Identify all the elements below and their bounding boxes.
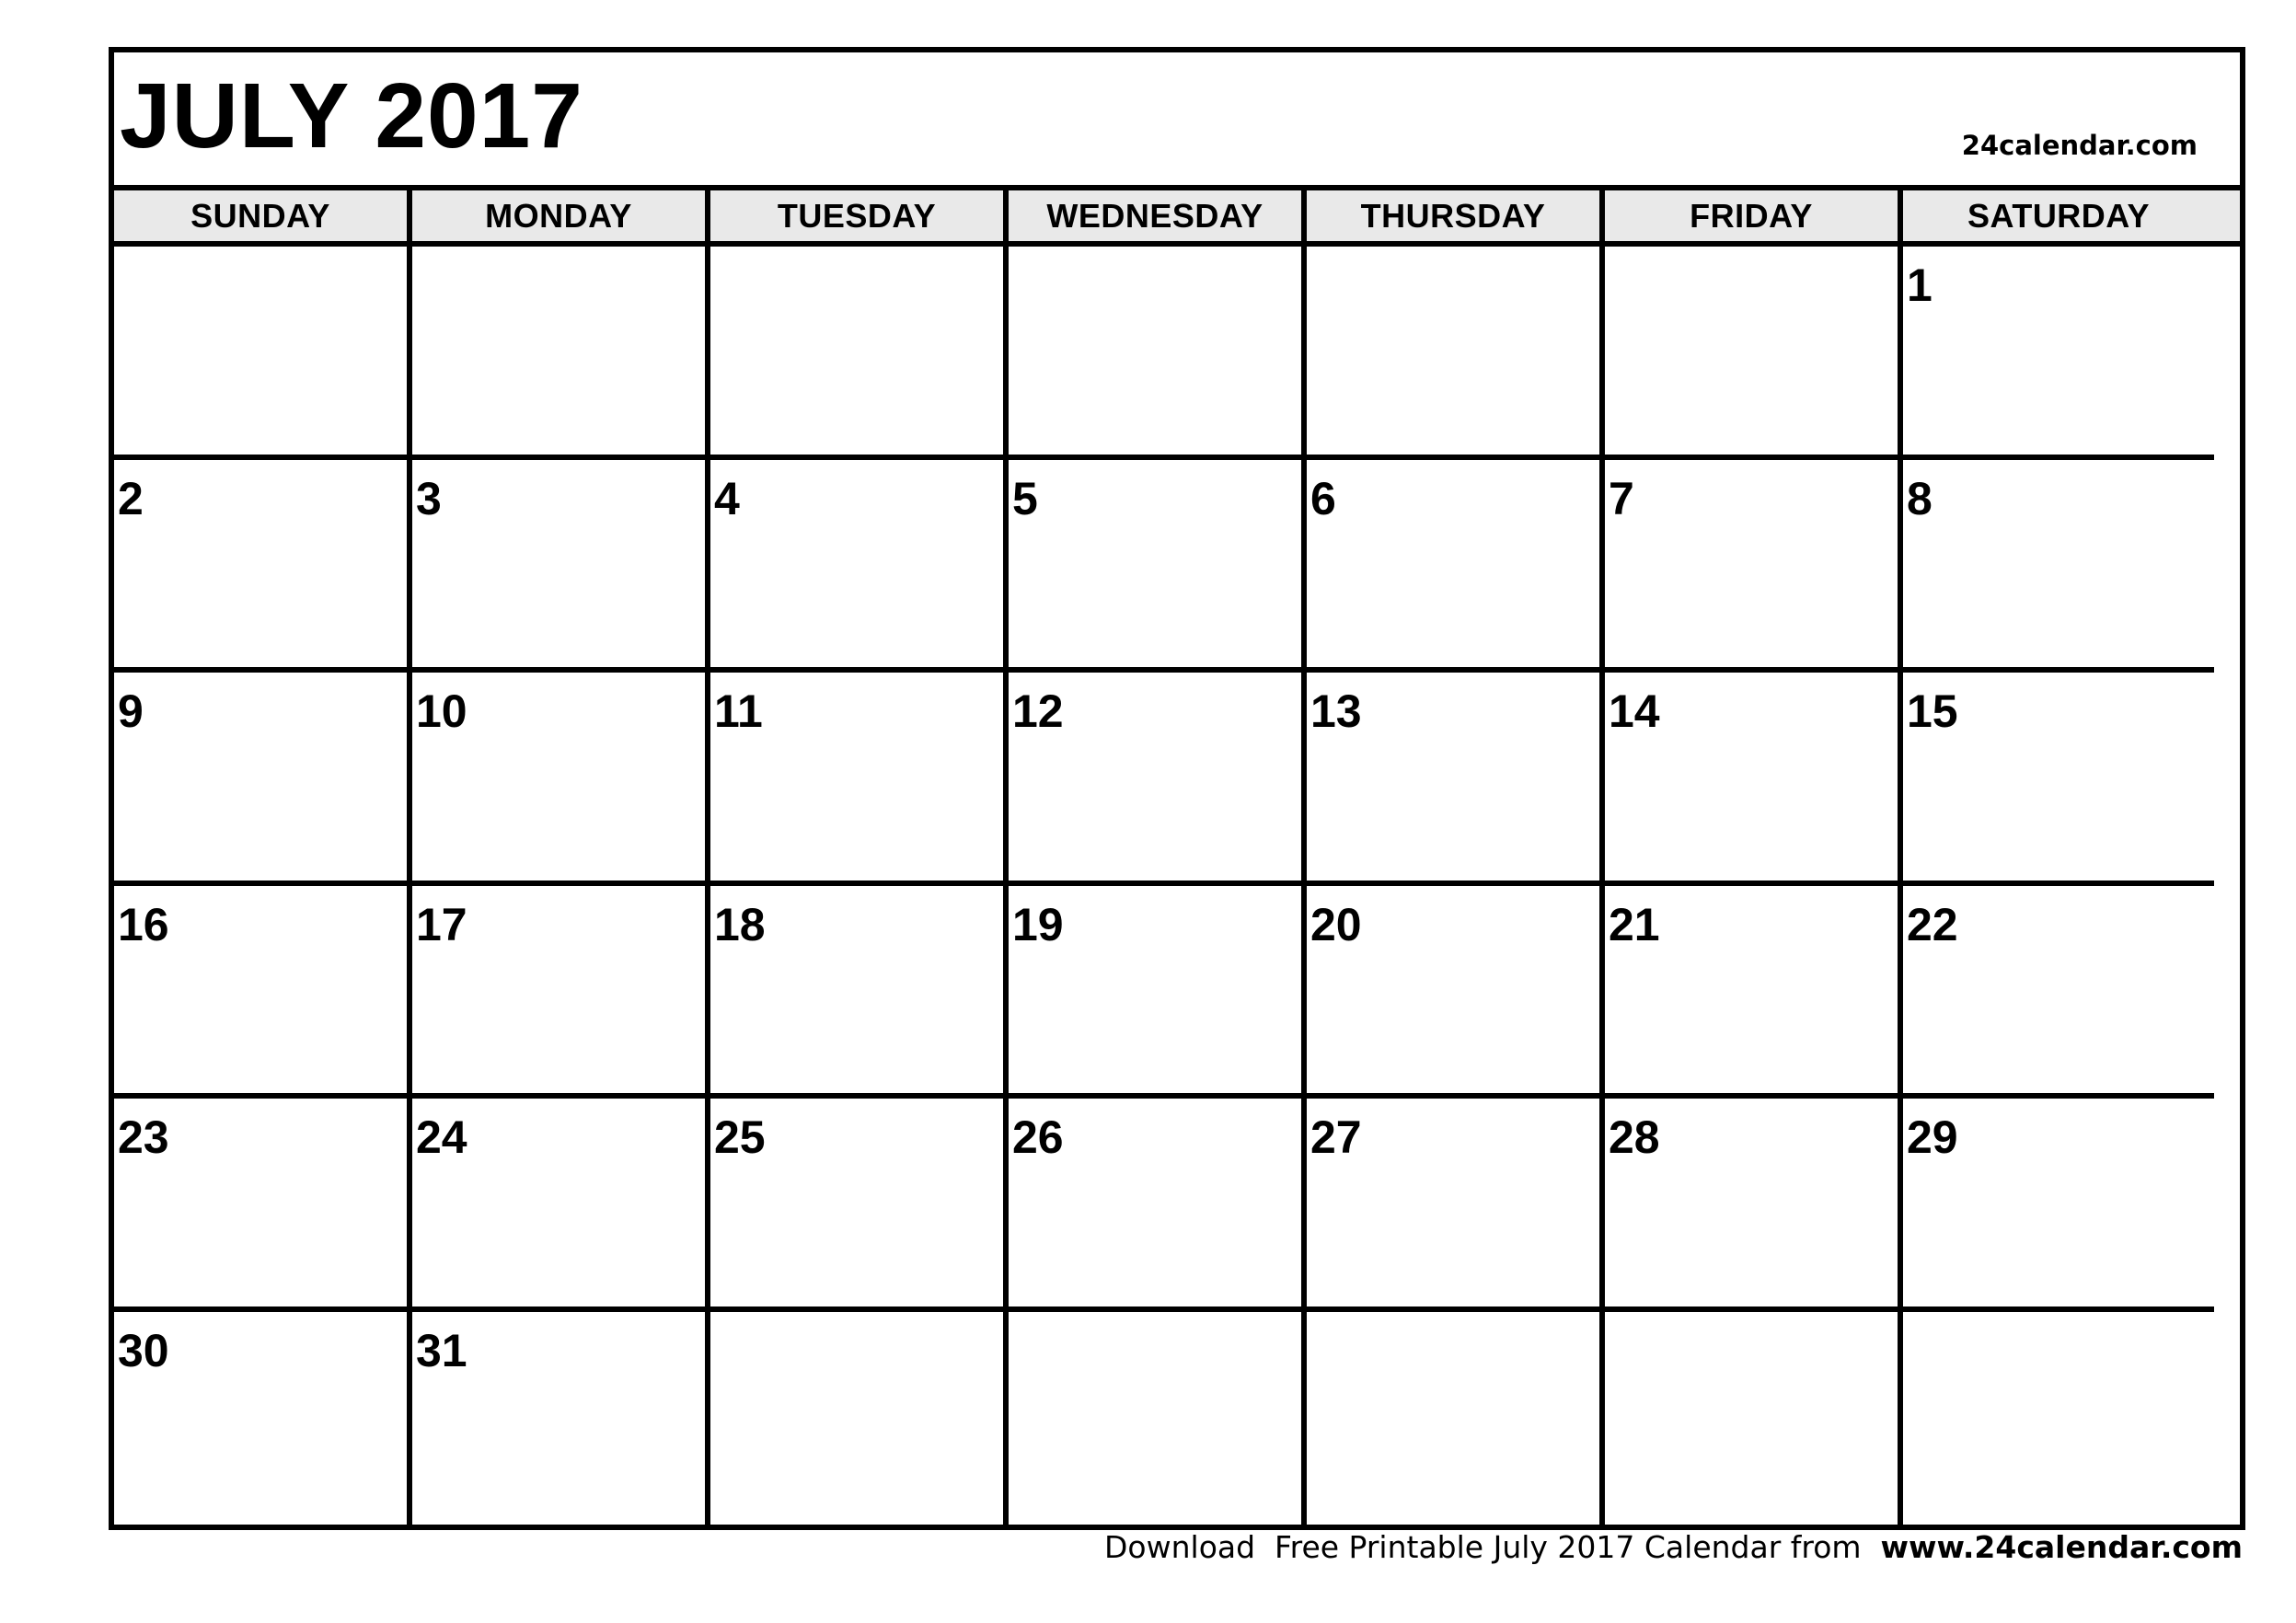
day-number: 20 xyxy=(1310,898,1362,950)
day-number: 9 xyxy=(118,685,144,737)
day-cell xyxy=(1605,1312,1903,1525)
day-cell xyxy=(710,1099,1009,1312)
day-cell xyxy=(1605,460,1903,673)
weekday-monday: MONDAY xyxy=(412,190,710,241)
day-cell xyxy=(412,1312,710,1525)
day-cell xyxy=(412,1099,710,1312)
day-number: 29 xyxy=(1907,1111,1958,1163)
day-cell xyxy=(1307,460,1605,673)
day-cell xyxy=(710,460,1009,673)
day-number: 2 xyxy=(118,472,144,524)
day-cell xyxy=(412,673,710,886)
day-cell xyxy=(114,1099,412,1312)
day-number: 14 xyxy=(1609,685,1660,737)
day-cell xyxy=(114,886,412,1099)
footer-url: www.24calendar.com xyxy=(1880,1529,2243,1565)
day-number: 8 xyxy=(1907,472,1933,524)
day-cell xyxy=(114,247,412,460)
weekday-sunday: SUNDAY xyxy=(114,190,412,241)
day-number: 5 xyxy=(1012,472,1038,524)
weekday-wednesday: WEDNESDAY xyxy=(1009,190,1307,241)
day-cell xyxy=(1307,886,1605,1099)
footer-note xyxy=(1104,1527,2243,1568)
day-number: 11 xyxy=(714,685,763,737)
day-number: 12 xyxy=(1012,685,1064,737)
day-cell xyxy=(412,886,710,1099)
day-cell xyxy=(1009,886,1307,1099)
day-cell xyxy=(1605,247,1903,460)
day-number: 13 xyxy=(1310,685,1362,737)
day-number: 10 xyxy=(416,685,467,737)
day-number: 26 xyxy=(1012,1111,1064,1163)
day-cell xyxy=(114,460,412,673)
day-number: 24 xyxy=(416,1111,467,1163)
day-number: 17 xyxy=(416,898,467,950)
day-cell xyxy=(710,247,1009,460)
day-cell xyxy=(1903,247,2214,460)
day-cell xyxy=(710,1312,1009,1525)
day-cell xyxy=(1307,673,1605,886)
day-grid xyxy=(114,247,2240,1525)
day-cell xyxy=(1903,460,2214,673)
day-number: 23 xyxy=(118,1111,169,1163)
day-number: 7 xyxy=(1609,472,1634,524)
day-cell xyxy=(1307,247,1605,460)
day-cell xyxy=(1009,1312,1307,1525)
day-cell xyxy=(1009,673,1307,886)
weekday-thursday: THURSDAY xyxy=(1307,190,1605,241)
day-cell xyxy=(1307,1099,1605,1312)
day-cell xyxy=(1903,673,2214,886)
weekday-tuesday: TUESDAY xyxy=(710,190,1009,241)
day-number: 21 xyxy=(1609,898,1660,950)
day-cell xyxy=(710,886,1009,1099)
day-cell xyxy=(412,247,710,460)
weekday-saturday: SATURDAY xyxy=(1967,196,2151,235)
day-cell xyxy=(1605,886,1903,1099)
day-number: 18 xyxy=(714,898,766,950)
day-number: 19 xyxy=(1012,898,1064,950)
site-label: 24calendar.com xyxy=(1961,130,2198,161)
day-cell xyxy=(1009,460,1307,673)
day-cell xyxy=(1307,1312,1605,1525)
day-number: 3 xyxy=(416,472,442,524)
day-number: 25 xyxy=(714,1111,766,1163)
day-number: 15 xyxy=(1907,685,1958,737)
day-cell xyxy=(710,673,1009,886)
day-number: 4 xyxy=(714,472,740,524)
day-cell xyxy=(114,1312,412,1525)
footer-text: Download Free Printable July 2017 Calendar from xyxy=(1104,1529,1881,1565)
day-cell xyxy=(412,460,710,673)
day-cell xyxy=(1903,1312,2214,1525)
day-number: 1 xyxy=(1907,259,1933,311)
day-number: 16 xyxy=(118,898,169,950)
day-number: 6 xyxy=(1310,472,1336,524)
day-cell xyxy=(1605,1099,1903,1312)
day-cell xyxy=(1605,673,1903,886)
day-cell xyxy=(1009,247,1307,460)
weekday-header-row xyxy=(114,190,2240,247)
day-number: 27 xyxy=(1310,1111,1362,1163)
month-title: JULY 2017 xyxy=(120,64,583,167)
calendar-title-bar xyxy=(114,52,2240,190)
day-number: 22 xyxy=(1907,898,1958,950)
day-number: 31 xyxy=(416,1324,467,1376)
day-cell xyxy=(114,673,412,886)
day-cell xyxy=(1903,1099,2214,1312)
day-number: 28 xyxy=(1609,1111,1660,1163)
calendar xyxy=(109,47,2245,1530)
day-cell xyxy=(1009,1099,1307,1312)
day-cell xyxy=(1903,886,2214,1099)
weekday-friday: FRIDAY xyxy=(1605,190,1903,241)
day-number: 30 xyxy=(118,1324,169,1376)
